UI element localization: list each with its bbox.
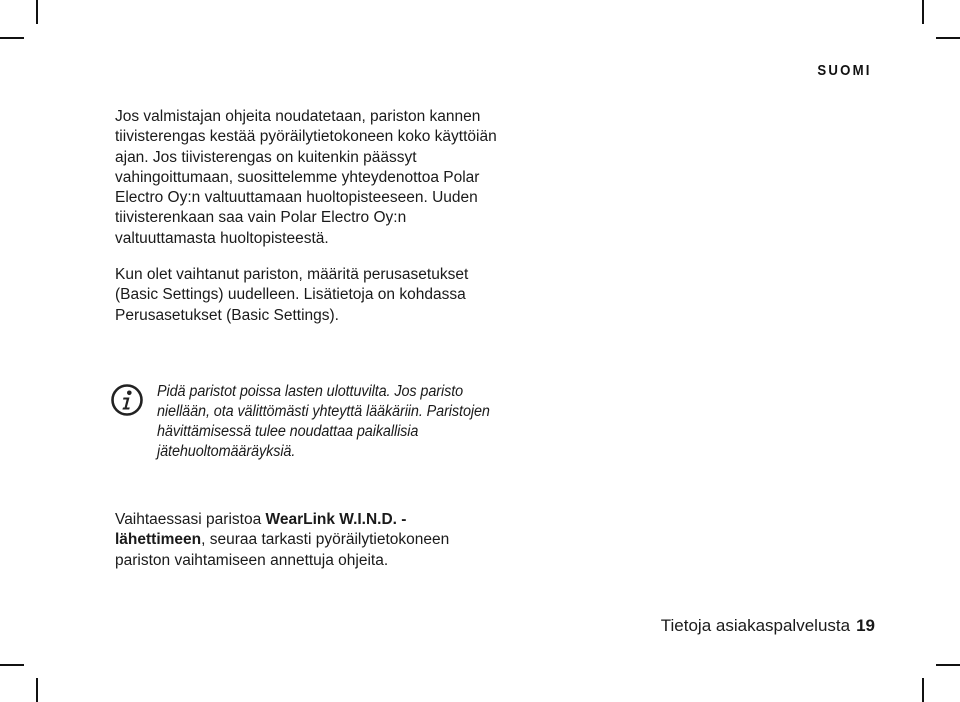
product-name: WearLink W.I.N.D. -lähettimeen [115,511,407,549]
crop-mark [936,37,960,39]
paragraph-text: Vaihtaessasi paristoa [115,511,266,528]
language-label: SUOMI [817,62,872,79]
paragraph-text: , seuraa tarkasti pyöräilytietokoneen pariston vaihtamiseen annettuja ohjeita. [115,531,450,569]
info-icon [110,383,144,417]
paragraph-seal-ring: Jos valmistajan ohjeita noudatetaan, pariston kannen tiivisterengas kestää pyöräilytietokoneen koko käyttöiän ajan. Jos tiivisterengas on kuitenkin päässyt vahingoittumaan, suosittelemme yhteydenottoa Polar Electro Oy:n valtuuttamaan huoltopisteeseen. Uuden tiivisterenkaan saa vain Polar Electro Oy:n valtuuttamasta huoltopisteestä. [115,108,497,247]
crop-mark [922,0,924,24]
page-number: 19 [856,616,875,635]
paragraph-wearlink [115,510,495,571]
crop-mark [936,664,960,666]
crop-mark [36,678,38,702]
paragraph-basic-settings: Kun olet vaihtanut pariston, määritä perusasetukset (Basic Settings) uudelleen. Lisätietoja on kohdassa Perusasetukset (Basic Settings). [115,266,469,324]
battery-warning-note: Pidä paristot poissa lasten ulottuvilta. Jos paristo niellään, ota välittömästi yhteyttä lääkäriin. Paristojen hävittämisessä tulee noudattaa paikallisia jätehuoltomääräyksiä. [157,383,490,460]
crop-mark [922,678,924,702]
crop-mark [0,664,24,666]
section-title: Tietoja asiakaspalvelusta [660,616,851,635]
crop-mark [0,37,24,39]
page-footer [661,616,875,636]
crop-mark [36,0,38,24]
